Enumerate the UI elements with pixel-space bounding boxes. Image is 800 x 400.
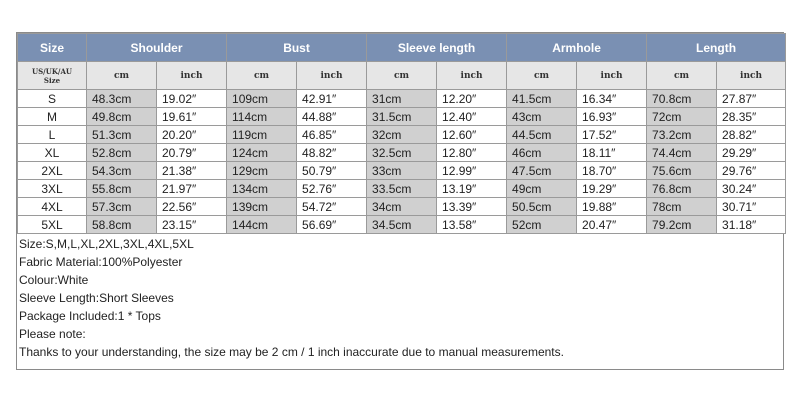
inch-value-cell: 21.97″ <box>157 180 227 198</box>
cm-value-cell: 144cm <box>227 216 297 234</box>
cm-value-cell: 32.5cm <box>367 144 437 162</box>
cm-value-cell: 70.8cm <box>647 90 717 108</box>
cm-value-cell: 33.5cm <box>367 180 437 198</box>
cm-value-cell: 34cm <box>367 198 437 216</box>
inch-value-cell: 19.02″ <box>157 90 227 108</box>
header-shoulder: Shoulder <box>87 34 227 62</box>
unit-row <box>18 62 786 90</box>
cm-value-cell: 33cm <box>367 162 437 180</box>
cm-value-cell: 49cm <box>507 180 577 198</box>
cm-value-cell: 31.5cm <box>367 108 437 126</box>
inch-value-cell: 23.15″ <box>157 216 227 234</box>
inch-value-cell: 29.29″ <box>717 144 786 162</box>
inch-value-cell: 54.72″ <box>297 198 367 216</box>
inch-value-cell: 30.71″ <box>717 198 786 216</box>
table-row <box>18 216 786 234</box>
header-size: Size <box>18 34 87 62</box>
unit-cm: cm <box>87 62 157 90</box>
inch-value-cell: 52.76″ <box>297 180 367 198</box>
cm-value-cell: 49.8cm <box>87 108 157 126</box>
note-line: Colour:White <box>19 273 89 287</box>
cm-value-cell: 134cm <box>227 180 297 198</box>
table-row <box>18 108 786 126</box>
inch-value-cell: 31.18″ <box>717 216 786 234</box>
cm-value-cell: 119cm <box>227 126 297 144</box>
cm-value-cell: 79.2cm <box>647 216 717 234</box>
inch-value-cell: 18.11″ <box>577 144 647 162</box>
unit-inch: inch <box>577 62 647 90</box>
inch-value-cell: 21.38″ <box>157 162 227 180</box>
cm-value-cell: 46cm <box>507 144 577 162</box>
cm-value-cell: 114cm <box>227 108 297 126</box>
table-row <box>18 90 786 108</box>
cm-value-cell: 34.5cm <box>367 216 437 234</box>
cm-value-cell: 32cm <box>367 126 437 144</box>
inch-value-cell: 19.88″ <box>577 198 647 216</box>
size-cell: S <box>18 90 87 108</box>
inch-value-cell: 20.79″ <box>157 144 227 162</box>
header-sleeve-length: Sleeve length <box>367 34 507 62</box>
table-row <box>18 162 786 180</box>
size-cell: 4XL <box>18 198 87 216</box>
inch-value-cell: 19.61″ <box>157 108 227 126</box>
cm-value-cell: 72cm <box>647 108 717 126</box>
unit-cm: cm <box>507 62 577 90</box>
inch-value-cell: 19.29″ <box>577 180 647 198</box>
cm-value-cell: 57.3cm <box>87 198 157 216</box>
cm-value-cell: 48.3cm <box>87 90 157 108</box>
unit-inch: inch <box>717 62 786 90</box>
inch-value-cell: 44.88″ <box>297 108 367 126</box>
cm-value-cell: 31cm <box>367 90 437 108</box>
cm-value-cell: 124cm <box>227 144 297 162</box>
cm-value-cell: 76.8cm <box>647 180 717 198</box>
cm-value-cell: 73.2cm <box>647 126 717 144</box>
inch-value-cell: 46.85″ <box>297 126 367 144</box>
unit-inch: inch <box>297 62 367 90</box>
note-line: Fabric Material:100%Polyester <box>19 255 183 269</box>
inch-value-cell: 13.39″ <box>437 198 507 216</box>
unit-inch: inch <box>437 62 507 90</box>
table-row <box>18 144 786 162</box>
inch-value-cell: 29.76″ <box>717 162 786 180</box>
cm-value-cell: 54.3cm <box>87 162 157 180</box>
inch-value-cell: 18.70″ <box>577 162 647 180</box>
size-cell: 2XL <box>18 162 87 180</box>
inch-value-cell: 12.40″ <box>437 108 507 126</box>
size-chart <box>16 32 784 370</box>
cm-value-cell: 47.5cm <box>507 162 577 180</box>
unit-cm: cm <box>367 62 437 90</box>
cm-value-cell: 50.5cm <box>507 198 577 216</box>
cm-value-cell: 55.8cm <box>87 180 157 198</box>
inch-value-cell: 50.79″ <box>297 162 367 180</box>
inch-value-cell: 20.20″ <box>157 126 227 144</box>
inch-value-cell: 13.58″ <box>437 216 507 234</box>
cm-value-cell: 78cm <box>647 198 717 216</box>
size-cell: L <box>18 126 87 144</box>
inch-value-cell: 48.82″ <box>297 144 367 162</box>
table-row <box>18 180 786 198</box>
inch-value-cell: 12.20″ <box>437 90 507 108</box>
note-line: Thanks to your understanding, the size may be 2 cm / 1 inch inaccurate due to manual measurements. <box>19 345 564 359</box>
unit-inch: inch <box>157 62 227 90</box>
cm-value-cell: 43cm <box>507 108 577 126</box>
note-line: Size:S,M,L,XL,2XL,3XL,4XL,5XL <box>19 237 194 251</box>
size-cell: 3XL <box>18 180 87 198</box>
cm-value-cell: 52cm <box>507 216 577 234</box>
inch-value-cell: 27.87″ <box>717 90 786 108</box>
inch-value-cell: 22.56″ <box>157 198 227 216</box>
inch-value-cell: 12.99″ <box>437 162 507 180</box>
size-cell: XL <box>18 144 87 162</box>
unit-size-label <box>18 62 87 90</box>
table-body <box>18 90 786 234</box>
header-armhole: Armhole <box>507 34 647 62</box>
inch-value-cell: 30.24″ <box>717 180 786 198</box>
inch-value-cell: 28.35″ <box>717 108 786 126</box>
cm-value-cell: 129cm <box>227 162 297 180</box>
cm-value-cell: 44.5cm <box>507 126 577 144</box>
note-line: Please note: <box>19 327 86 341</box>
size-cell: 5XL <box>18 216 87 234</box>
note-line: Package Included:1 * Tops <box>19 309 161 323</box>
size-table <box>17 33 786 234</box>
cm-value-cell: 58.8cm <box>87 216 157 234</box>
cm-value-cell: 139cm <box>227 198 297 216</box>
note-line: Sleeve Length:Short Sleeves <box>19 291 174 305</box>
inch-value-cell: 28.82″ <box>717 126 786 144</box>
inch-value-cell: 12.60″ <box>437 126 507 144</box>
unit-cm: cm <box>647 62 717 90</box>
cm-value-cell: 51.3cm <box>87 126 157 144</box>
inch-value-cell: 12.80″ <box>437 144 507 162</box>
header-bust: Bust <box>227 34 367 62</box>
table-row <box>18 198 786 216</box>
cm-value-cell: 109cm <box>227 90 297 108</box>
cm-value-cell: 41.5cm <box>507 90 577 108</box>
cm-value-cell: 74.4cm <box>647 144 717 162</box>
size-cell: M <box>18 108 87 126</box>
header-length: Length <box>647 34 786 62</box>
unit-size-line-1: US/UK/AU <box>32 66 72 76</box>
unit-size-line-2: Size <box>43 75 61 85</box>
inch-value-cell: 56.69″ <box>297 216 367 234</box>
table-row <box>18 126 786 144</box>
header-row <box>18 34 786 62</box>
inch-value-cell: 42.91″ <box>297 90 367 108</box>
cm-value-cell: 75.6cm <box>647 162 717 180</box>
product-notes <box>17 234 783 362</box>
unit-cm: cm <box>227 62 297 90</box>
inch-value-cell: 16.34″ <box>577 90 647 108</box>
inch-value-cell: 13.19″ <box>437 180 507 198</box>
cm-value-cell: 52.8cm <box>87 144 157 162</box>
inch-value-cell: 17.52″ <box>577 126 647 144</box>
inch-value-cell: 20.47″ <box>577 216 647 234</box>
inch-value-cell: 16.93″ <box>577 108 647 126</box>
